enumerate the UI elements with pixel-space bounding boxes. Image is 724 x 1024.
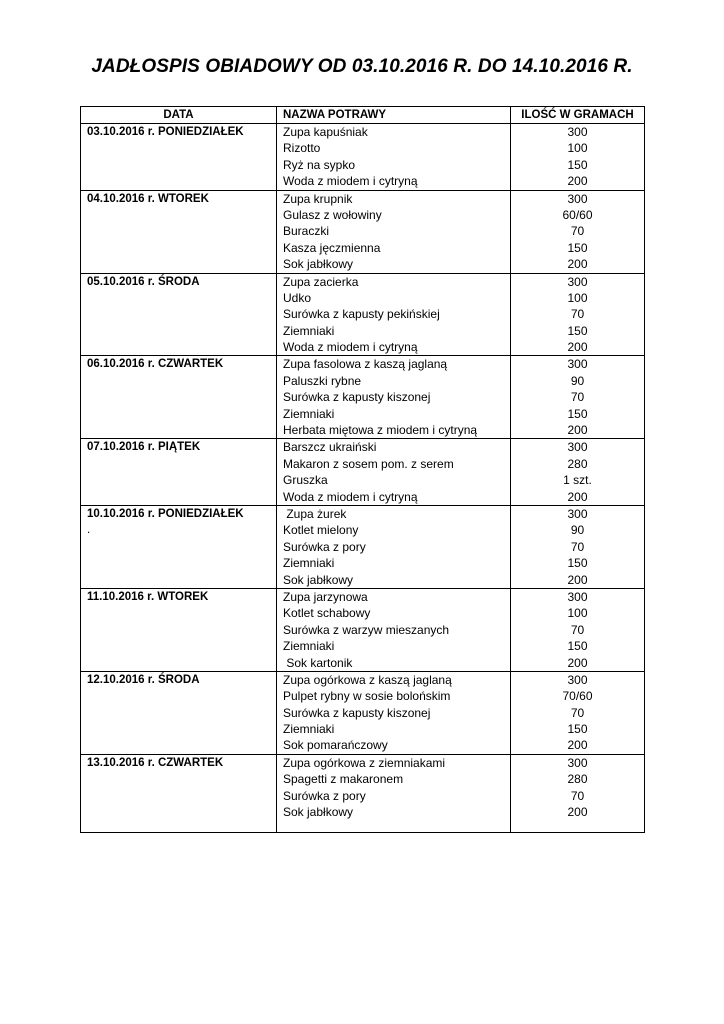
table-header-row: [81, 107, 645, 124]
dish-quantity: 200: [567, 805, 588, 820]
dish-quantity: 300: [567, 125, 588, 139]
quantity-list-cell: [511, 588, 645, 671]
dish-name: Sok pomarańczowy: [283, 738, 388, 753]
day-date: 07.10.2016 r. PIĄTEK: [87, 441, 201, 454]
dish-quantity: 200: [567, 655, 588, 670]
dish-list-cell: [277, 671, 511, 754]
day-date: 05.10.2016 r. ŚRODA: [87, 275, 200, 288]
dish-quantity: 300: [567, 672, 588, 687]
dish-name: Surówka z kapusty kiszonej: [283, 390, 431, 405]
dish-quantity: 70: [570, 622, 585, 637]
dish-quantity: 200: [567, 423, 588, 438]
dish-quantity: 70: [570, 539, 585, 554]
dish-quantity: 280: [567, 772, 588, 787]
dish-quantity: 150: [567, 240, 588, 255]
dish-list-cell: [277, 273, 511, 356]
dish-quantity: 70: [570, 705, 585, 720]
dish-quantity: 150: [567, 406, 588, 421]
dish-name: Zupa krupnik: [283, 191, 353, 206]
dish-name: Herbata miętowa z miodem i cytryną: [283, 423, 478, 438]
dish-quantity: 60/60: [562, 207, 593, 222]
day-date: 11.10.2016 r. WTOREK: [87, 590, 209, 603]
dish-name: Udko: [283, 290, 312, 305]
dish-name: Woda z miodem i cytryną: [283, 340, 418, 355]
table-row: [81, 671, 645, 754]
dish-name: Zupa ogórkowa z ziemniakami: [283, 755, 446, 770]
dish-name: Surówka z warzyw mieszanych: [283, 622, 450, 637]
dish-name: Zupa żurek: [283, 506, 347, 521]
dish-name: Makaron z sosem pom. z serem: [283, 456, 454, 471]
day-note: .: [87, 524, 91, 537]
dish-quantity: 280: [567, 456, 588, 471]
dish-name: Pulpet rybny w sosie bolońskim: [283, 689, 451, 704]
dish-quantity: 150: [567, 639, 588, 654]
dish-name: Ryż na sypko: [283, 157, 356, 172]
dish-name: Zupa ogórkowa z kaszą jaglaną: [283, 672, 452, 687]
dish-name: Surówka z pory: [283, 539, 366, 554]
dish-name: Sok jabłkowy: [283, 572, 354, 587]
menu-table: [80, 106, 645, 833]
dish-list-cell: [277, 588, 511, 671]
quantity-list-cell: [511, 356, 645, 439]
dish-quantity: 200: [567, 174, 588, 189]
menu-body: [81, 124, 645, 833]
table-row: [81, 754, 645, 833]
dish-name: Sok kartonik: [283, 655, 353, 670]
dish-name: Ziemniaki: [283, 556, 335, 571]
dish-quantity: 100: [567, 141, 588, 156]
day-date-cell: [81, 190, 277, 273]
dish-name: Paluszki rybne: [283, 373, 362, 388]
quantity-list-cell: [511, 754, 645, 833]
dish-quantity: 90: [570, 373, 585, 388]
quantity-list-cell: [511, 505, 645, 588]
dish-quantity: 150: [567, 323, 588, 338]
table-row: [81, 356, 645, 439]
dish-quantity: 200: [567, 489, 588, 504]
header-dish: NAZWA POTRAWY: [277, 107, 511, 124]
dish-list-cell: [277, 505, 511, 588]
dish-name: Zupa kapuśniak: [283, 125, 368, 139]
dish-quantity: 70: [570, 224, 585, 239]
table-row: [81, 190, 645, 273]
dish-quantity: 150: [567, 722, 588, 737]
dish-list-cell: [277, 439, 511, 506]
day-date-cell: [81, 505, 277, 588]
dish-quantity: 300: [567, 357, 588, 372]
dish-name: Gruszka: [283, 473, 328, 488]
dish-name: Spagetti z makaronem: [283, 772, 404, 787]
dish-name: Surówka z pory: [283, 788, 366, 803]
day-date: 03.10.2016 r. PONIEDZIAŁEK: [87, 126, 244, 138]
dish-name: Zupa jarzynowa: [283, 589, 368, 604]
dish-name: Sok jabłkowy: [283, 805, 354, 820]
dish-name: Kotlet schabowy: [283, 606, 371, 621]
dish-quantity: 300: [567, 589, 588, 604]
dish-name: Ziemniaki: [283, 722, 335, 737]
quantity-list-cell: [511, 671, 645, 754]
dish-name: Ziemniaki: [283, 406, 335, 421]
day-date: 13.10.2016 r. CZWARTEK: [87, 756, 224, 769]
day-date-cell: [81, 356, 277, 439]
quantity-list-cell: [511, 439, 645, 506]
dish-name: Woda z miodem i cytryną: [283, 489, 418, 504]
day-date-cell: [81, 273, 277, 356]
dish-name: Surówka z kapusty pekińskiej: [283, 307, 440, 322]
dish-name: Sok jabłkowy: [283, 257, 354, 272]
day-date-cell: [81, 671, 277, 754]
day-date: 12.10.2016 r. ŚRODA: [87, 673, 200, 686]
dish-quantity: 100: [567, 290, 588, 305]
dish-name: Rizotto: [283, 141, 321, 156]
dish-quantity: 90: [570, 523, 585, 538]
day-date-cell: [81, 124, 277, 191]
dish-name: Surówka z kapusty kiszonej: [283, 705, 431, 720]
dish-name: Woda z miodem i cytryną: [283, 174, 418, 189]
dish-quantity: 300: [567, 506, 588, 521]
day-date-cell: [81, 439, 277, 506]
dish-quantity: 200: [567, 257, 588, 272]
dish-quantity: 70: [570, 788, 585, 803]
day-date: 06.10.2016 r. CZWARTEK: [87, 358, 224, 371]
dish-quantity: 70: [570, 390, 585, 405]
table-row: [81, 588, 645, 671]
dish-quantity: 150: [567, 157, 588, 172]
table-row: [81, 273, 645, 356]
dish-quantity: 100: [567, 606, 588, 621]
dish-name: Barszcz ukraiński: [283, 440, 377, 455]
table-row: [81, 439, 645, 506]
dish-quantity: 70/60: [562, 689, 593, 704]
dish-quantity: 1 szt.: [563, 473, 592, 488]
dish-quantity: 300: [567, 440, 588, 455]
dish-name: Zupa zacierka: [283, 274, 359, 289]
dish-name: Buraczki: [283, 224, 330, 239]
dish-list-cell: [277, 190, 511, 273]
day-date: 04.10.2016 r. WTOREK: [87, 192, 209, 205]
dish-name: Gulasz z wołowiny: [283, 207, 382, 222]
page-title: JADŁOSPIS OBIADOWY OD 03.10.2016 R. DO 14.10.2016 R.: [91, 56, 633, 77]
quantity-list-cell: [511, 190, 645, 273]
header-date: DATA: [81, 107, 277, 124]
table-row: [81, 124, 645, 191]
day-date-cell: [81, 754, 277, 833]
dish-name: Ziemniaki: [283, 323, 335, 338]
header-quantity: ILOŚĆ W GRAMACH: [511, 107, 645, 124]
dish-quantity: 200: [567, 572, 588, 587]
dish-list-cell: [277, 356, 511, 439]
dish-quantity: 300: [567, 755, 588, 770]
dish-list-cell: [277, 754, 511, 833]
dish-name: Zupa fasolowa z kaszą jaglaną: [283, 357, 448, 372]
dish-quantity: 300: [567, 274, 588, 289]
quantity-list-cell: [511, 273, 645, 356]
dish-list-cell: [277, 124, 511, 191]
dish-quantity: 70: [570, 307, 585, 322]
dish-quantity: 300: [567, 191, 588, 206]
quantity-list-cell: [511, 124, 645, 191]
dish-name: Kasza jęczmienna: [283, 240, 381, 255]
dish-quantity: 200: [567, 340, 588, 355]
dish-name: Ziemniaki: [283, 639, 335, 654]
day-date: 10.10.2016 r. PONIEDZIAŁEK: [87, 507, 244, 520]
table-row: [81, 505, 645, 588]
dish-quantity: 150: [567, 556, 588, 571]
day-date-cell: [81, 588, 277, 671]
dish-name: Kotlet mielony: [283, 523, 359, 538]
dish-quantity: 200: [567, 738, 588, 753]
